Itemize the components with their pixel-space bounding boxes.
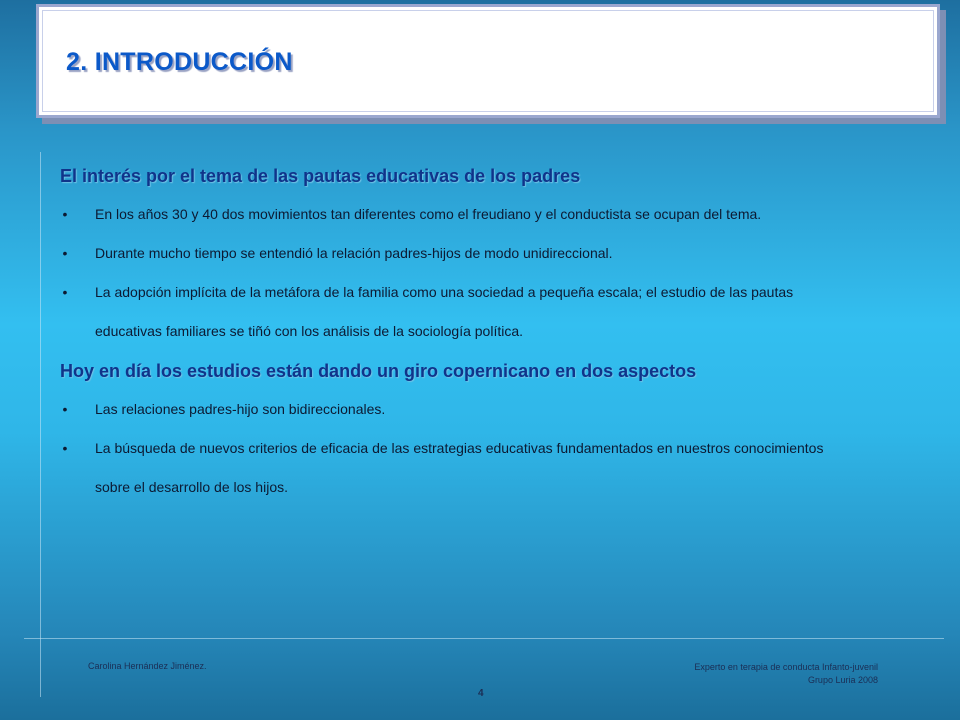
item-text: Las relaciones padres-hijo son bidireccionales.	[95, 401, 386, 417]
footer-divider	[24, 638, 944, 639]
item-text: Durante mucho tiempo se entendió la relación padres-hijos de modo unidireccional.	[95, 245, 613, 261]
page-number: 4	[478, 688, 484, 699]
list-item	[60, 429, 940, 507]
footer-course-line: Experto en terapia de conducta Infanto-juvenil	[694, 662, 878, 672]
bullet-list-interest	[60, 195, 940, 351]
section-heading-today: Hoy en día los estudios están dando un giro copernicano en dos aspectos	[60, 361, 697, 381]
list-item	[60, 390, 940, 429]
list-item	[60, 195, 940, 234]
slide-title: 2. INTRODUCCIÓN	[66, 48, 293, 76]
item-text: La búsqueda de nuevos criterios de eficacia de las estrategias educativas fundamentados en nuestros conocimientos	[95, 440, 824, 456]
section-heading-interest: El interés por el tema de las pautas educativas de los padres	[60, 166, 581, 186]
bullet-glyph: •	[62, 245, 68, 261]
bullet-glyph: •	[62, 206, 68, 222]
list-item	[60, 234, 940, 273]
item-text: En los años 30 y 40 dos movimientos tan diferentes como el freudiano y el conductista se ocupan del tema.	[95, 206, 762, 222]
footer-course	[694, 661, 878, 687]
item-text: educativas familiares se tiñó con los análisis de la sociología política.	[95, 323, 524, 339]
bullet-glyph: •	[62, 284, 68, 300]
list-item	[60, 273, 940, 351]
bullet-list-today	[60, 390, 940, 507]
bullet-glyph: •	[62, 440, 68, 456]
slide-content	[60, 164, 940, 507]
item-text: La adopción implícita de la metáfora de la familia como una sociedad a pequeña escala; el estudio de las pautas	[95, 284, 794, 300]
vertical-divider	[40, 152, 41, 697]
footer-course-line: Grupo Luria 2008	[807, 675, 878, 685]
bullet-glyph: •	[62, 401, 68, 417]
footer-author: Carolina Hernández Jiménez.	[88, 661, 207, 671]
item-text: sobre el desarrollo de los hijos.	[95, 479, 288, 495]
